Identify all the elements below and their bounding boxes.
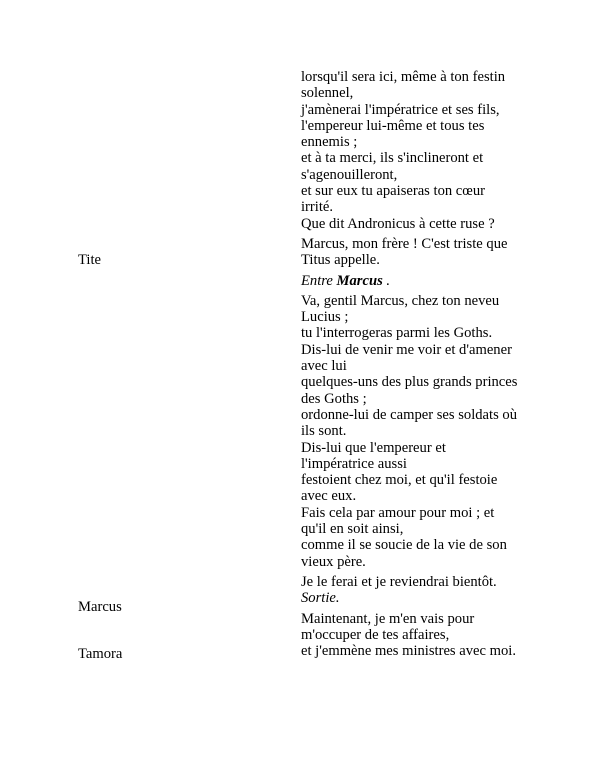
stage-direction-entre [301, 273, 531, 289]
text-line: Lucius ; [301, 309, 349, 326]
text-line: festoient chez moi, et qu'il festoie [301, 472, 498, 489]
text-line: vieux père. [301, 553, 366, 570]
text-line: m'occuper de tes affaires, [301, 626, 450, 643]
text-line: et à ta merci, ils s'inclineront et [301, 150, 484, 167]
text-line: Dis-lui que l'empereur et [301, 439, 446, 456]
text-line: tu l'interrogeras parmi les Goths. [301, 325, 493, 342]
text-line: Je le ferai et je reviendrai bientôt. [301, 573, 497, 590]
text-line: ils sont. [301, 423, 347, 440]
speaker-marcus: Marcus [78, 599, 122, 615]
text-line: l'empereur lui-même et tous tes [301, 117, 485, 134]
text-line: quelques-uns des plus grands princes [301, 374, 518, 391]
text-line: et sur eux tu apaiseras ton cœur [301, 183, 485, 200]
text-line: solennel, [301, 85, 354, 102]
text-line: Titus appelle. [301, 252, 380, 269]
text-line: Maintenant, je m'en vais pour [301, 610, 475, 627]
text-line: ennemis ; [301, 134, 358, 151]
text-line: Dis-lui de venir me voir et d'amener [301, 341, 512, 358]
text-line: l'impératrice aussi [301, 455, 407, 472]
dialogue-column [301, 69, 531, 659]
text-line: Fais cela par amour pour moi ; et [301, 504, 495, 521]
text-line: comme il se soucie de la vie de son [301, 537, 507, 554]
text-line: et j'emmène mes ministres avec moi. [301, 643, 516, 660]
text-line: j'amènerai l'impératrice et ses fils, [301, 101, 500, 118]
text-line: avec lui [301, 358, 347, 375]
text-line: Que dit Andronicus à cette ruse ? [301, 215, 495, 232]
stage-character-name: Marcus [336, 272, 383, 289]
text-line: Va, gentil Marcus, chez ton neveu [301, 292, 500, 309]
text-line: qu'il en soit ainsi, [301, 521, 404, 538]
speaker-tamora: Tamora [78, 646, 123, 662]
text-line: avec eux. [301, 488, 357, 505]
text-line: irrité. [301, 199, 334, 216]
speaker-tite: Tite [78, 252, 101, 268]
text-line: ordonne-lui de camper ses soldats où [301, 406, 518, 423]
text-line: Marcus, mon frère ! C'est triste que [301, 235, 508, 252]
text-line: des Goths ; [301, 390, 367, 407]
text-line: lorsqu'il sera ici, même à ton festin [301, 69, 506, 85]
stage-suffix: . [382, 272, 391, 289]
text-line: s'agenouilleront, [301, 166, 398, 183]
stage-prefix: Entre [301, 272, 337, 289]
stage-direction-sortie: Sortie. [301, 590, 340, 607]
